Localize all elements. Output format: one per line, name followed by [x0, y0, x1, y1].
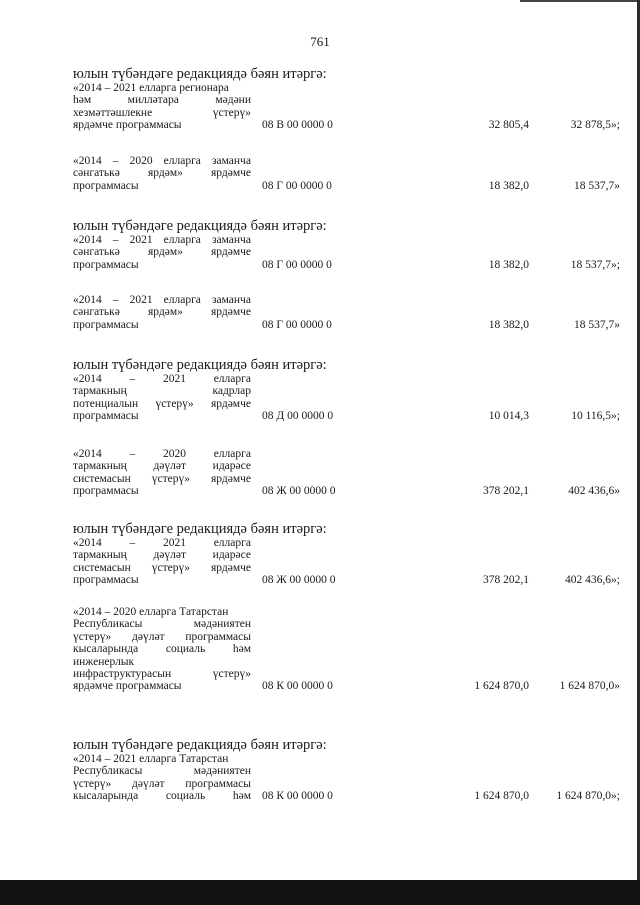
program-name-word: кысаларында — [73, 790, 139, 803]
program-name-word: системасын — [73, 561, 131, 574]
program-name — [73, 234, 251, 271]
program-name-word: 2020 — [162, 448, 186, 460]
section-intro-line: юлын түбәндәге редакциядә бәян итәргә: — [73, 357, 327, 373]
amount-second: 402 436,6» — [568, 485, 620, 498]
program-name-line — [73, 562, 251, 574]
classification-code: 08 Г 00 0000 0 — [262, 179, 332, 192]
program-name-line — [73, 790, 251, 802]
program-name-word: – — [112, 155, 119, 167]
program-name-word: программасы — [185, 630, 251, 643]
program-name-line — [73, 294, 251, 306]
program-name — [73, 373, 251, 423]
program-name-line — [73, 246, 251, 258]
amount-first: 378 202,1 — [483, 485, 529, 498]
program-name-word: тармакның — [73, 385, 127, 398]
program-name-word: мәдәниятен — [193, 765, 251, 778]
program-name-word: сәнгатькә — [73, 306, 120, 319]
program-name — [73, 155, 251, 192]
program-name-line — [73, 119, 251, 131]
amount-first: 18 382,0 — [488, 318, 529, 331]
program-name-line — [73, 155, 251, 167]
program-name-word: һәм — [73, 94, 92, 107]
classification-code: 08 Г 00 0000 0 — [262, 318, 332, 331]
program-name-word: елларга — [163, 294, 201, 306]
program-name-word: үстерү» — [151, 472, 190, 485]
amount-second: 1 624 870,0» — [559, 680, 620, 693]
program-name-word: «2014 — [73, 155, 102, 167]
program-name-word: – — [129, 537, 136, 549]
program-name-word: «2014 — [73, 234, 102, 246]
program-name-word: «2014 — [73, 373, 102, 385]
program-name — [73, 606, 251, 693]
program-name-line — [73, 448, 251, 460]
amount-second: 18 537,7»; — [570, 258, 620, 271]
program-name-word: программасы — [73, 258, 139, 271]
program-name-word: елларга — [213, 537, 251, 549]
program-name-word: үстерү» — [212, 106, 251, 119]
program-name-word: «2014 – 2020 елларга Татарстан — [73, 606, 229, 618]
program-name-word: кысаларында — [73, 643, 139, 656]
program-name — [73, 537, 251, 587]
program-name-word: 2021 — [162, 373, 186, 385]
program-name-word: елларга — [213, 448, 251, 460]
amount-first: 378 202,1 — [483, 574, 529, 587]
program-name-line — [73, 537, 251, 549]
program-name-line — [73, 82, 251, 94]
amount-second: 402 436,6»; — [565, 574, 620, 587]
program-name-word: – — [129, 448, 136, 460]
program-name-line — [73, 473, 251, 485]
program-name-word: Республикасы — [73, 618, 143, 631]
program-name-line — [73, 485, 251, 497]
program-name-line — [73, 234, 251, 246]
program-name-line — [73, 385, 251, 397]
program-name-word: – — [112, 294, 119, 306]
classification-code: 08 Ж 00 0000 0 — [262, 574, 336, 587]
scan-top-edge-line — [520, 0, 640, 2]
classification-code: 08 Г 00 0000 0 — [262, 258, 332, 271]
program-name-word: ярдәм» — [147, 246, 183, 259]
program-name-word: ярдәмче программасы — [73, 119, 182, 132]
program-name-line — [73, 460, 251, 472]
program-name-word: «2014 — [73, 537, 102, 549]
program-name-word: ярдәмче — [210, 397, 251, 410]
amount-first: 18 382,0 — [488, 258, 529, 271]
program-name-word: мәдәни — [215, 94, 251, 107]
amount-second: 1 624 870,0»; — [556, 790, 620, 803]
program-name-word: үстерү» — [73, 777, 112, 790]
amount-first: 32 805,4 — [488, 119, 529, 132]
program-name-word: «2014 — [73, 448, 102, 460]
program-name-word: – — [112, 234, 119, 246]
program-name-word: программасы — [73, 179, 139, 192]
program-name-word: программасы — [73, 574, 139, 587]
classification-code: 08 Д 00 0000 0 — [262, 410, 334, 423]
program-name-word: идарәсе — [212, 549, 251, 562]
program-name-word: заманча — [211, 234, 251, 246]
program-name-word: милләтара — [127, 94, 179, 107]
classification-code: 08 К 00 0000 0 — [262, 790, 333, 803]
program-name-word: елларга — [163, 155, 201, 167]
program-name-line — [73, 668, 251, 680]
program-name-word: 2021 — [162, 537, 186, 549]
program-name-line — [73, 753, 251, 765]
program-name-word: ярдәм» — [147, 167, 183, 180]
amount-first: 1 624 870,0 — [474, 680, 529, 693]
program-name-word: 2021 — [129, 294, 153, 306]
program-name-word: хезмәттәшлекне — [73, 106, 153, 119]
amount-first: 1 624 870,0 — [474, 790, 529, 803]
program-name-line — [73, 631, 251, 643]
program-name-word: программасы — [73, 410, 139, 423]
program-name-word: ярдәмче — [210, 167, 251, 180]
program-name-line — [73, 107, 251, 119]
program-name — [73, 448, 251, 498]
amount-second: 18 537,7» — [574, 318, 620, 331]
program-name-word: «2014 – 2021 елларга Татарстан — [73, 753, 229, 765]
program-name-word: үстерү» — [155, 397, 194, 410]
program-name-line — [73, 373, 251, 385]
program-name-word: – — [129, 373, 136, 385]
section-intro-line: юлын түбәндәге редакциядә бәян итәргә: — [73, 737, 327, 753]
program-name-word: заманча — [211, 294, 251, 306]
program-name-line — [73, 656, 251, 668]
program-name-line — [73, 778, 251, 790]
program-name-word: дәүләт — [153, 460, 187, 473]
section-intro-line: юлын түбәндәге редакциядә бәян итәргә: — [73, 66, 327, 82]
amount-second: 32 878,5»; — [570, 119, 620, 132]
classification-code: 08 Ж 00 0000 0 — [262, 485, 336, 498]
program-name-word: «2014 – 2021 елларга регионара — [73, 82, 229, 94]
program-name-line — [73, 259, 251, 271]
classification-code: 08 К 00 0000 0 — [262, 680, 333, 693]
program-name-line — [73, 306, 251, 318]
program-name-word: сәнгатькә — [73, 167, 120, 180]
program-name-word: үстерү» — [151, 561, 190, 574]
program-name-line — [73, 680, 251, 692]
program-name-word: Республикасы — [73, 765, 143, 778]
program-name-word: инфраструктурасын — [73, 668, 172, 681]
program-name-line — [73, 618, 251, 630]
program-name-word: дәүләт — [153, 549, 187, 562]
program-name-line — [73, 606, 251, 618]
program-name-word: ярдәмче — [210, 561, 251, 574]
program-name-word: кадрлар — [212, 385, 251, 398]
program-name-word: программасы — [73, 318, 139, 331]
program-name-word: системасын — [73, 472, 131, 485]
program-name-line — [73, 574, 251, 586]
program-name-word: дәүләт — [132, 777, 165, 790]
program-name-word: социаль — [165, 643, 206, 656]
program-name-line — [73, 94, 251, 106]
amount-second: 10 116,5»; — [571, 410, 620, 423]
program-name-word: ярдәм» — [147, 306, 183, 319]
program-name-line — [73, 180, 251, 192]
program-name-word: 2021 — [129, 234, 153, 246]
classification-code: 08 В 00 0000 0 — [262, 119, 333, 132]
program-name-word: елларга — [213, 373, 251, 385]
program-name-word: тармакның — [73, 549, 127, 562]
program-name-word: социаль — [165, 790, 206, 803]
section-intro-line: юлын түбәндәге редакциядә бәян итәргә: — [73, 521, 327, 537]
amount-first: 10 014,3 — [488, 410, 529, 423]
scan-bottom-border — [0, 880, 640, 905]
program-name-line — [73, 167, 251, 179]
program-name-word: мәдәниятен — [193, 618, 251, 631]
program-name — [73, 753, 251, 803]
program-name-word: ярдәмче программасы — [73, 680, 182, 693]
program-name-word: заманча — [211, 155, 251, 167]
program-name-line — [73, 643, 251, 655]
program-name-word: үстерү» — [212, 668, 251, 681]
amount-first: 18 382,0 — [488, 179, 529, 192]
program-name-line — [73, 765, 251, 777]
program-name-line — [73, 319, 251, 331]
program-name-word: 2020 — [129, 155, 153, 167]
program-name-word: ярдәмче — [210, 472, 251, 485]
program-name-word: ярдәмче — [210, 246, 251, 259]
program-name-line — [73, 410, 251, 422]
program-name-word: тармакның — [73, 460, 127, 473]
program-name-word: һәм — [232, 643, 251, 656]
page-number: 761 — [310, 34, 330, 49]
program-name-word: елларга — [163, 234, 201, 246]
program-name-word: һәм — [232, 790, 251, 803]
program-name-word: программасы — [185, 777, 251, 790]
program-name-word: сәнгатькә — [73, 246, 120, 259]
program-name — [73, 294, 251, 331]
program-name-word: үстерү» — [73, 630, 112, 643]
program-name-word: потенциалын — [73, 397, 139, 410]
program-name — [73, 82, 251, 132]
amount-second: 18 537,7» — [574, 179, 620, 192]
program-name-word: дәүләт — [132, 630, 165, 643]
program-name-word: идарәсе — [212, 460, 251, 473]
program-name-line — [73, 398, 251, 410]
program-name-line — [73, 549, 251, 561]
program-name-word: ярдәмче — [210, 306, 251, 319]
program-name-word: «2014 — [73, 294, 102, 306]
program-name-word: программасы — [73, 485, 139, 498]
program-name-word: инженерлык — [73, 655, 135, 668]
section-intro-line: юлын түбәндәге редакциядә бәян итәргә: — [73, 218, 327, 234]
